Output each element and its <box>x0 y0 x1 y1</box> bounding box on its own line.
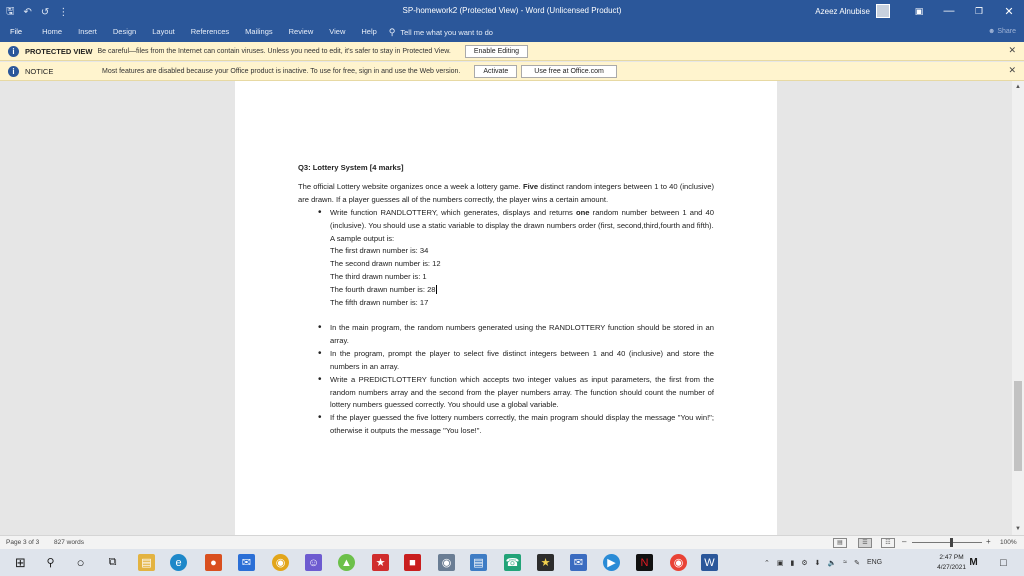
scroll-up-icon[interactable]: ▲ <box>1015 84 1021 90</box>
page-count[interactable]: Page 3 of 3 <box>6 539 40 546</box>
tab-view[interactable]: View <box>329 27 346 36</box>
clock[interactable] <box>937 553 966 573</box>
sample-line: The fifth drawn number is: 17 <box>330 298 429 308</box>
app-icon-3[interactable]: ★ <box>372 554 389 571</box>
mail-icon[interactable]: ✉ <box>570 554 587 571</box>
language-indicator[interactable]: ENG <box>866 559 883 566</box>
document-page[interactable] <box>235 81 777 535</box>
cortana-icon[interactable]: ○ <box>76 555 85 570</box>
list-item: • In the program, prompt the player to select five distinct integers between 1 and 40 (inclusive) and store the numbers in an array. <box>318 348 714 374</box>
bullet-bold: one <box>576 207 590 217</box>
tab-design[interactable]: Design <box>112 27 137 36</box>
app-icon-7[interactable]: ▶ <box>603 554 620 571</box>
redo-icon[interactable]: ↺ <box>40 7 50 18</box>
info-icon: i <box>8 66 19 77</box>
protected-view-bar <box>0 42 1024 61</box>
scroll-down-icon[interactable]: ▼ <box>1015 526 1021 532</box>
sample-line: The third drawn number is: 1 <box>330 272 427 282</box>
sample-line-text: The fourth drawn number is: 28 <box>330 285 436 295</box>
document-content <box>298 162 714 438</box>
user-name[interactable]: Azeez Alnubise <box>815 6 870 16</box>
notifications-icon[interactable]: □ <box>1000 556 1007 569</box>
system-tray <box>764 549 882 576</box>
use-free-button[interactable]: Use free at Office.com <box>521 65 617 78</box>
chrome-icon[interactable]: ◉ <box>272 554 289 571</box>
vertical-scrollbar[interactable] <box>1012 81 1024 535</box>
zoom-in-icon[interactable]: + <box>986 537 991 546</box>
tab-home[interactable]: Home <box>42 27 63 36</box>
app-icon-6[interactable]: ★ <box>537 554 554 571</box>
sample-line <box>330 284 714 297</box>
wifi-icon[interactable]: ≈ <box>843 559 848 566</box>
scrollbar-thumb[interactable] <box>1014 381 1022 471</box>
pen-icon[interactable]: ✎ <box>854 559 860 567</box>
ribbon-tabs <box>0 22 1024 42</box>
customize-qat-icon[interactable]: ⋮ <box>58 7 69 18</box>
protected-view-text: Be careful—files from the Internet can contain viruses. Unless you need to edit, it's safer to stay in Protected View. <box>97 47 451 55</box>
list-item: • If the player guessed the five lottery numbers correctly, the main program should display the message "You win!"; otherwise it outputs the message "You lose!". <box>318 412 714 438</box>
app-icon-8[interactable]: M <box>969 557 978 568</box>
network-icon[interactable]: ⚙ <box>801 559 808 567</box>
battery-icon[interactable]: ▮ <box>790 559 795 567</box>
file-explorer-icon[interactable]: ▤ <box>138 554 155 571</box>
app-icon-5[interactable]: ▤ <box>470 554 487 571</box>
close-icon[interactable]: ✕ <box>1008 65 1016 75</box>
share-button[interactable]: ☻ Share <box>988 28 1016 35</box>
intro-text-end: distinct random integers between 1 to 40 (inclusive) are drawn. If a player guesses all of the numbers correctly, the player wins a certain amount. <box>298 181 714 204</box>
close-icon[interactable]: ✕ <box>1008 45 1016 55</box>
print-layout-icon[interactable]: ☰ <box>858 538 872 548</box>
notice-text: Most features are disabled because your Office product is inactive. To use for free, sign in and use the Web version. <box>102 67 461 75</box>
question-title: Q3: Lottery System [4 marks] <box>298 163 404 172</box>
minimize-button[interactable]: — <box>943 5 955 17</box>
read-mode-icon[interactable]: ▤ <box>833 538 847 548</box>
bullet-list <box>318 207 714 438</box>
camera-icon[interactable]: ◉ <box>438 554 455 571</box>
sample-output <box>318 233 714 310</box>
clock-date: 4/27/2021 <box>937 564 966 571</box>
zoom-slider[interactable] <box>912 542 982 543</box>
window-title: SP-homework2 (Protected View) - Word (Unlicensed Product) <box>402 6 622 15</box>
sample-label: A sample output is: <box>330 233 395 243</box>
restore-button[interactable]: ❐ <box>974 5 984 16</box>
list-item <box>318 207 714 233</box>
bullet-text: Write function RANDLOTTERY, which generates, displays and returns <box>330 207 576 217</box>
volume-icon[interactable]: 🔈 <box>827 559 837 567</box>
list-item: • In the main program, the random numbers generated using the RANDLOTTERY function should be stored in an array. <box>318 322 714 348</box>
taskbar <box>0 549 1024 576</box>
status-bar <box>0 535 1024 549</box>
app-icon-4[interactable]: ■ <box>404 554 421 571</box>
edge-icon[interactable]: e <box>170 554 187 571</box>
tab-insert[interactable]: Insert <box>78 27 97 36</box>
outlook-icon[interactable]: ✉ <box>238 554 255 571</box>
start-icon[interactable]: ⊞ <box>15 554 26 570</box>
close-window-button[interactable]: ✕ <box>1004 5 1014 18</box>
zoom-slider-thumb[interactable] <box>950 538 953 547</box>
tab-mailings[interactable]: Mailings <box>245 27 273 36</box>
intro-text: The official Lottery website organizes once a week a lottery game. <box>298 181 523 191</box>
tab-review[interactable]: Review <box>288 27 314 36</box>
document-area <box>0 81 1012 535</box>
task-view-icon[interactable]: ⧉ <box>108 556 117 568</box>
word-count[interactable]: 827 words <box>54 539 84 546</box>
zoom-level[interactable]: 100% <box>1000 539 1017 546</box>
notice-title: NOTICE <box>25 66 54 76</box>
ribbon-display-options-icon[interactable]: ▣ <box>914 5 924 16</box>
sample-line: The first drawn number is: 34 <box>330 246 429 256</box>
intro-bold: Five <box>522 181 539 191</box>
clock-time: 2:47 PM <box>939 554 964 561</box>
undo-icon[interactable]: ↶ <box>23 7 32 18</box>
info-icon: i <box>8 46 19 57</box>
download-icon[interactable]: ⬇ <box>814 559 821 567</box>
intro-paragraph <box>298 181 714 207</box>
enable-editing-button[interactable]: Enable Editing <box>465 45 528 58</box>
search-icon[interactable]: ⚲ <box>46 557 55 569</box>
tell-me-label: Tell me what you want to do <box>400 27 493 37</box>
save-icon[interactable]: 🖫 <box>6 6 15 17</box>
discord-icon[interactable]: ☺ <box>305 554 322 571</box>
web-layout-icon[interactable]: ☷ <box>881 538 895 548</box>
list-item: • Write a PREDICTLOTTERY function which accepts two integer values as input parameters, the first from the random numbers array and the second from the player numbers array. The function should count the number of lottery numbers guessed correctly. You should use a global variable. <box>318 374 714 413</box>
avatar[interactable] <box>876 4 890 18</box>
word-icon[interactable]: W <box>701 554 718 571</box>
share-label: Share <box>997 28 1016 35</box>
app-icon-1[interactable]: ● <box>205 554 222 571</box>
protected-view-title: PROTECTED VIEW <box>25 46 93 56</box>
netflix-icon[interactable]: N <box>636 554 653 571</box>
tab-help[interactable]: Help <box>361 27 377 36</box>
app-icon-2[interactable]: ▲ <box>338 554 355 571</box>
tab-layout[interactable]: Layout <box>152 27 175 36</box>
sample-line: The second drawn number is: 12 <box>330 259 441 269</box>
tab-references[interactable]: References <box>190 27 230 36</box>
tray-app-icon[interactable]: ▣ <box>776 559 784 567</box>
lightbulb-icon: ⚲ <box>388 26 396 37</box>
bullet-text-end: random number between 1 and 40 (inclusive). You should use a static variable to display the drawn numbers order (first, second,third,fourth and fifth). <box>330 207 714 230</box>
notice-bar <box>0 62 1024 81</box>
activate-button[interactable]: Activate <box>474 65 517 78</box>
chevron-up-icon[interactable]: ⌃ <box>764 559 770 567</box>
whatsapp-icon[interactable]: ☎ <box>504 554 521 571</box>
chrome-profile-icon[interactable]: ◉ <box>670 554 687 571</box>
tell-me-search[interactable] <box>389 27 493 38</box>
tab-file[interactable]: File <box>10 27 23 36</box>
title-bar <box>0 0 1024 22</box>
zoom-out-icon[interactable]: – <box>902 537 907 546</box>
